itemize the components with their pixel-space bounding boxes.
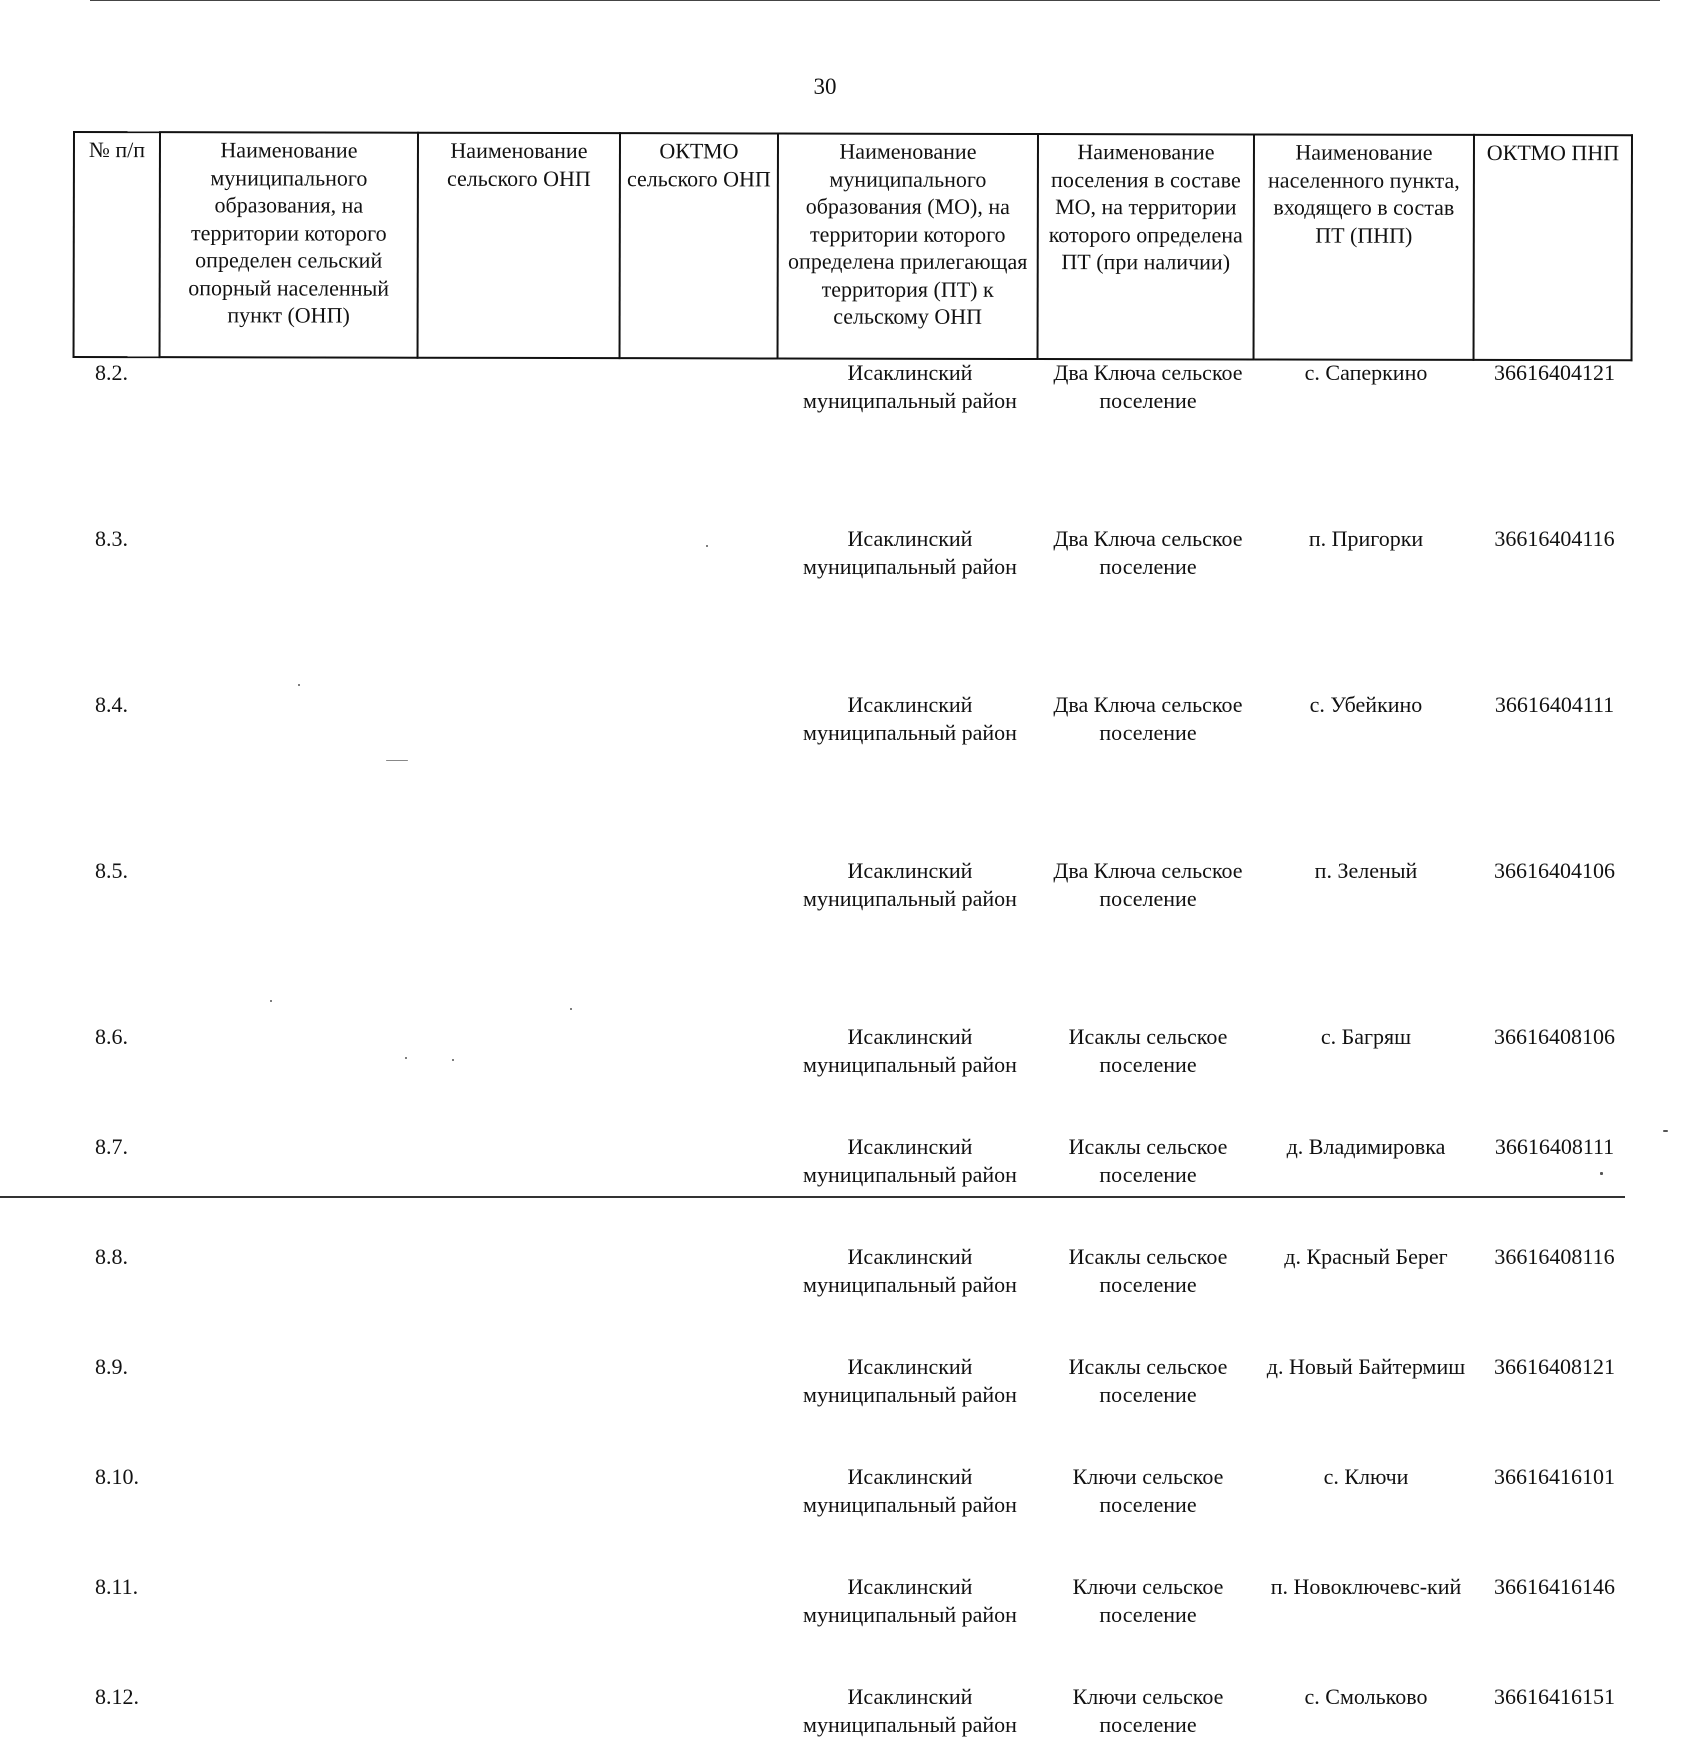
table-header (73, 131, 1633, 361)
municipality-cell: Исаклинский муниципальный район (803, 1574, 1017, 1627)
row-number: 8.3. (95, 526, 128, 551)
municipality-cell: Исаклинский муниципальный район (803, 692, 1017, 745)
settlement-cell: Ключи сельское поселение (1072, 1464, 1224, 1517)
municipality-cell: Исаклинский муниципальный район (803, 1464, 1017, 1517)
scan-speck (1663, 1130, 1668, 1132)
header-col-onp-oktmo: ОКТМО сельского ОНП (620, 133, 778, 358)
row-number: 8.10. (95, 1464, 139, 1489)
oktmo-cell: 36616416146 (1494, 1574, 1615, 1599)
locality-cell: с. Саперкино (1304, 360, 1428, 385)
oktmo-cell: 36616408116 (1494, 1244, 1615, 1269)
municipality-cell: Исаклинский муниципальный район (803, 1244, 1017, 1297)
municipality-cell: Исаклинский муниципальный район (803, 1024, 1017, 1077)
oktmo-cell: 36616404121 (1494, 360, 1615, 385)
municipality-cell: Исаклинский муниципальный район (803, 858, 1017, 911)
header-col-number: № п/п (74, 132, 160, 357)
table-row (73, 1353, 1633, 1408)
page-number: 30 (813, 74, 837, 99)
row-number: 8.12. (95, 1684, 139, 1709)
locality-cell: с. Смольково (1304, 1684, 1428, 1709)
scan-speck (452, 1059, 454, 1061)
table-row (73, 1023, 1633, 1078)
locality-cell: д. Новый Байтермиш (1266, 1354, 1466, 1379)
header-col-municipality-onp: Наименование муниципального образования, на территории которого определен сельский опорный населенный пункт (ОНП) (160, 132, 418, 358)
oktmo-cell: 36616416151 (1494, 1684, 1615, 1709)
table-row (73, 1133, 1633, 1188)
table-row (73, 1463, 1633, 1518)
settlement-cell: Два Ключа сельское поселение (1053, 692, 1243, 745)
scan-speck (1600, 1172, 1603, 1175)
scan-speck (386, 760, 408, 761)
scan-speck (298, 684, 300, 686)
row-number: 8.9. (95, 1354, 128, 1379)
bottom-rule (0, 1196, 1625, 1198)
scan-speck (405, 1057, 407, 1059)
municipality-cell: Исаклинский муниципальный район (803, 526, 1017, 579)
settlement-cell: Два Ключа сельское поселение (1053, 858, 1243, 911)
table-row (73, 1683, 1633, 1738)
settlement-cell: Исаклы сельское поселение (1068, 1354, 1228, 1407)
table-row (73, 359, 1633, 442)
settlement-cell: Исаклы сельское поселение (1068, 1024, 1228, 1077)
locality-cell: с. Багряш (1320, 1024, 1412, 1049)
row-number: 8.4. (95, 692, 128, 717)
settlement-cell: Ключи сельское поселение (1072, 1574, 1224, 1627)
row-number: 8.2. (95, 360, 128, 385)
oktmo-cell: 36616408121 (1494, 1354, 1615, 1379)
settlement-cell: Исаклы сельское поселение (1068, 1134, 1228, 1187)
header-col-municipality-pt: Наименование муниципального образования (МО), на территории которого определена прилегающая территория (ПТ) к сельскому ОНП (778, 133, 1038, 359)
municipality-cell: Исаклинский муниципальный район (803, 360, 1017, 413)
scan-speck (706, 545, 708, 547)
settlement-cell: Два Ключа сельское поселение (1053, 526, 1243, 579)
header-col-settlement: Наименование поселения в составе МО, на территории которого определена ПТ (при наличии) (1038, 134, 1254, 359)
row-number: 8.11. (95, 1574, 139, 1599)
top-rule (90, 0, 1660, 1)
locality-cell: п. Зеленый (1314, 858, 1418, 883)
oktmo-cell: 36616404106 (1494, 858, 1615, 883)
oktmo-cell: 36616408106 (1494, 1024, 1615, 1049)
header-col-pnp-name: Наименование населенного пункта, входящего в состав ПТ (ПНП) (1254, 134, 1474, 359)
oktmo-cell: 36616404111 (1494, 692, 1615, 717)
header-col-pnp-oktmo: ОКТМО ПНП (1474, 135, 1632, 360)
locality-cell: с. Убейкино (1309, 692, 1423, 717)
locality-cell: п. Пригорки (1308, 526, 1424, 551)
row-number: 8.6. (95, 1024, 128, 1049)
scan-speck (270, 1000, 272, 1002)
table-row (73, 857, 1633, 940)
row-number: 8.5. (95, 858, 128, 883)
table-row (73, 691, 1633, 774)
municipality-cell: Исаклинский муниципальный район (803, 1134, 1017, 1187)
locality-cell: д. Владимировка (1286, 1134, 1446, 1159)
locality-cell: д. Красный Берег (1284, 1244, 1448, 1269)
row-number: 8.8. (95, 1244, 128, 1269)
header-col-onp-name: Наименование сельского ОНП (418, 133, 620, 358)
oktmo-cell: 36616416101 (1494, 1464, 1615, 1489)
settlement-cell: Ключи сельское поселение (1072, 1684, 1224, 1737)
locality-cell: п. Новоключевс-кий (1270, 1574, 1462, 1599)
table-row (73, 525, 1633, 608)
oktmo-cell: 36616408111 (1494, 1134, 1615, 1159)
settlement-cell: Два Ключа сельское поселение (1053, 360, 1243, 413)
locality-cell: с. Ключи (1323, 1464, 1409, 1489)
table-row (73, 1573, 1633, 1628)
municipality-cell: Исаклинский муниципальный район (803, 1354, 1017, 1407)
table-row (73, 1243, 1633, 1298)
scan-speck (570, 1008, 572, 1010)
settlement-cell: Исаклы сельское поселение (1068, 1244, 1228, 1297)
municipality-cell: Исаклинский муниципальный район (803, 1684, 1017, 1737)
row-number: 8.7. (95, 1134, 128, 1159)
oktmo-cell: 36616404116 (1494, 526, 1615, 551)
table-body (73, 359, 1633, 1737)
